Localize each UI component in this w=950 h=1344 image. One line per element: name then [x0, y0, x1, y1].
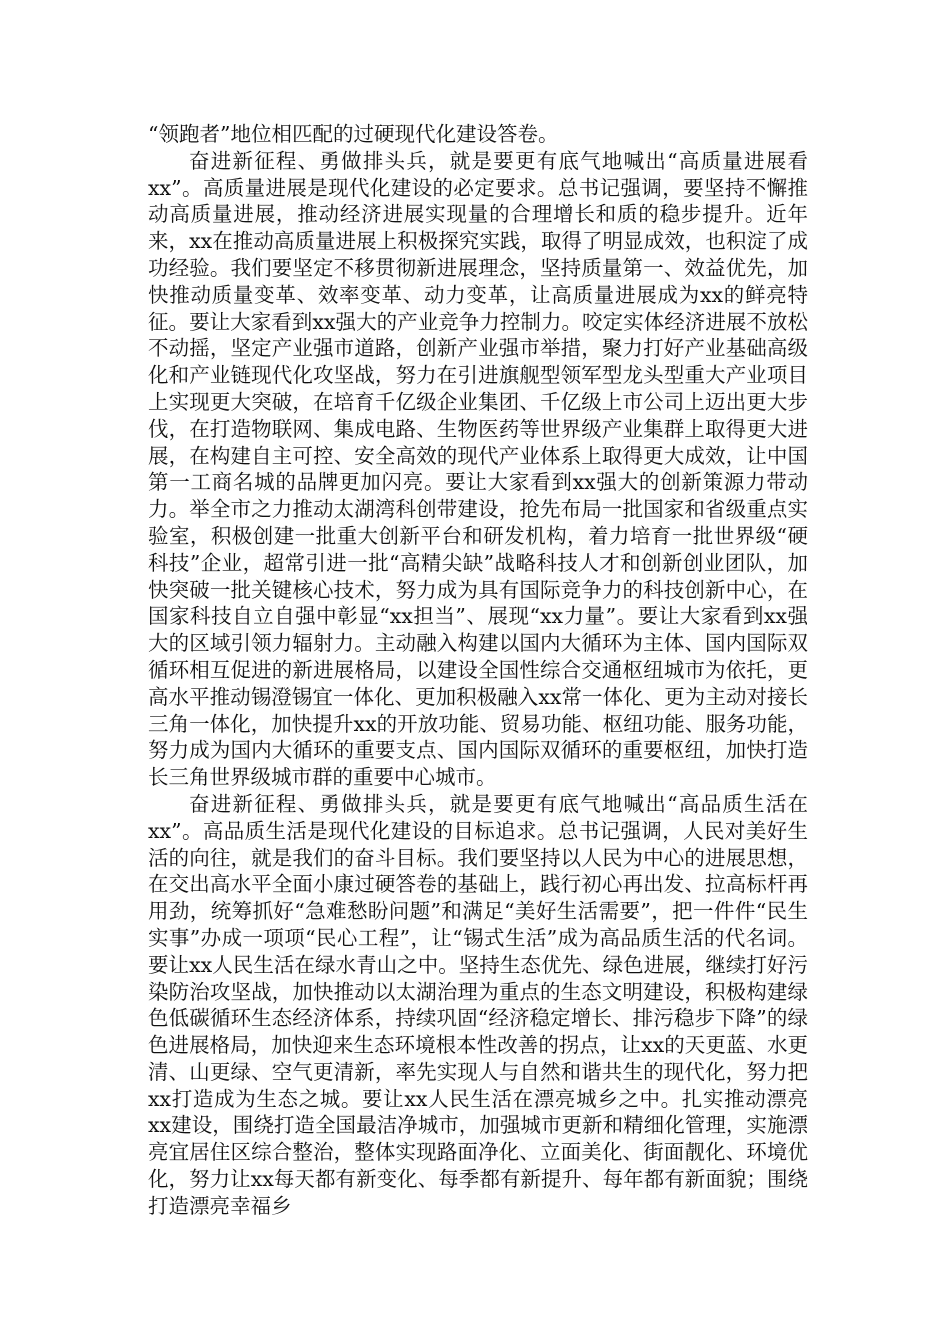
document-body — [148, 121, 808, 1220]
paragraph-continuation: “领跑者”地位相匹配的过硬现代化建设答卷。 — [148, 122, 559, 146]
paragraph-high-quality-life: 奋进新征程、勇做排头兵，就是要更有底气地喊出“高品质生活在xx”。高品质生活是现代化建设的目标追求。总书记强调，人民对美好生活的向往，就是我们的奋斗目标。我们要坚持以人民为中心的进展思想，在交出高水平全面小康过硬答卷的基础上，践行初心再出发、拉高标杆再用劲，统筹抓好“急难愁盼问题”和满足“美好生活需要”，把一件件“民生实事”办成一项项“民心工程”，让“锡式生活”成为高品质生活的代名词。要让xx人民生活在绿水青山之中。坚持生态优先、绿色进展，继续打好污染防治攻坚战，加快推动以太湖治理为重点的生态文明建设，积极构建绿色低碳循环生态经济体系，持续巩固“经济稳定增长、排污稳步下降”的绿色进展格局，加快迎来生态环境根本性改善的拐点，让xx的天更蓝、水更清、山更绿、空气更清新，率先实现人与自然和谐共生的现代化，努力把xx打造成为生态之城。要让xx人民生活在漂亮城乡之中。扎实推动漂亮xx建设，围绕打造全国最洁净城市，加强城市更新和精细化管理，实施漂亮宜居住区综合整治，整体实现路面净化、立面美化、街面靓化、环境优化，努力让xx每天都有新变化、每季都有新提升、每年都有新面貌；围绕打造漂亮幸福乡 — [148, 791, 808, 1218]
paragraph-high-quality-development: 奋进新征程、勇做排头兵，就是要更有底气地喊出“高质量进展看xx”。高质量进展是现代化建设的必定要求。总书记强调，要坚持不懈推动高质量进展，推动经济进展实现量的合理增长和质的稳步提升。近年来，xx在推动高质量进展上积极探究实践，取得了明显成效，也积淀了成功经验。我们要坚定不移贯彻新进展理念，坚持质量第一、效益优先，加快推动质量变革、效率变革、动力变革，让高质量进展成为xx的鲜亮特征。要让大家看到xx强大的产业竞争力控制力。咬定实体经济进展不放松不动摇，坚定产业强市道路，创新产业强市举措，聚力打好产业基础高级化和产业链现代化攻坚战，努力在引进旗舰型领军型龙头型重大产业项目上实现更大突破，在培育千亿级企业集团、千亿级上市公司上迈出更大步伐，在打造物联网、集成电路、生物医药等世界级产业集群上取得更大进展，在构建自主可控、安全高效的现代产业体系上取得更大成效，让中国第一工商名城的品牌更加闪亮。要让大家看到xx强大的创新策源力带动力。举全市之力推动太湖湾科创带建设，抢先布局一批国家和省级重点实验室，积极创建一批重大创新平台和研发机构，着力培育一批世界级“硬科技”企业，超常引进一批“高精尖缺”战略科技人才和创新创业团队，加快突破一批关键核心技术，努力成为具有国际竞争力的科技创新中心，在国家科技自立自强中彰显“xx担当”、展现“xx力量”。要让大家看到xx强大的区域引领力辐射力。主动融入构建以国内大循环为主体、国内国际双循环相互促进的新进展格局，以建设全国性综合交通枢纽城市为依托，更高水平推动锡澄锡宜一体化、更加积极融入xx常一体化、更为主动对接长三角一体化，加快提升xx的开放功能、贸易功能、枢纽功能、服务功能，努力成为国内大循环的重要支点、国内国际双循环的重要枢纽，加快打造长三角世界级城市群的重要中心城市。 — [148, 148, 808, 790]
